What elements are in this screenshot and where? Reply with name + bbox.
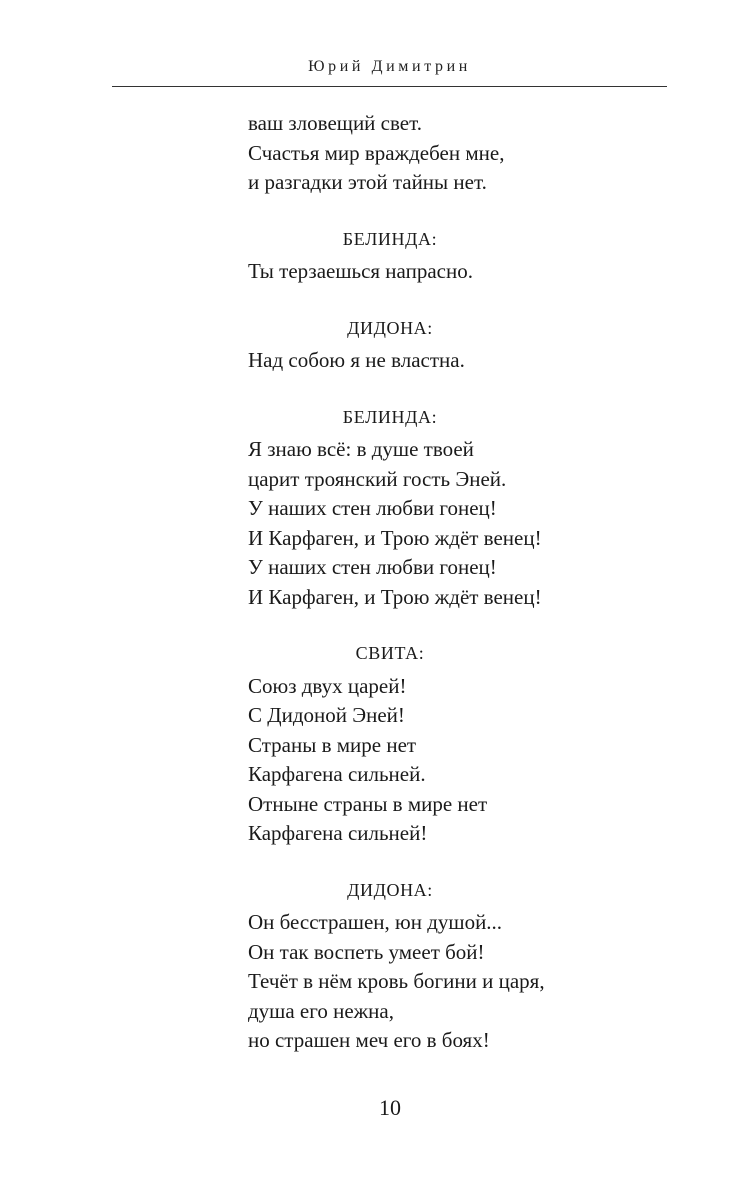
verse-line: царит троянский гость Эней. (248, 466, 507, 491)
verse-section (248, 403, 668, 613)
speaker-name: СВИТА: (355, 643, 425, 663)
verse-line: Карфагена сильней! (248, 821, 428, 845)
verse-line: С Дидоной Эней! (248, 703, 405, 727)
verse-line: У наших стен любви гонец! (248, 496, 497, 520)
verse-section (248, 109, 668, 198)
verse-line: Карфагена сильней. (248, 762, 426, 786)
verse-section (248, 225, 668, 287)
verse-line: Он бесстрашен, юн душой... (248, 910, 503, 934)
verse-line: Союз двух царей! (248, 673, 407, 698)
verse-section (248, 876, 668, 1056)
verse-section (248, 314, 668, 376)
verse-section (248, 639, 668, 849)
verse-line: ваш зловещий свет. (248, 111, 422, 135)
verse-line: но страшен меч его в боях! (248, 1028, 490, 1052)
verse-line: душа его нежна, (248, 998, 394, 1023)
verse-line: Над собою я не властна. (248, 348, 465, 372)
verse-line: и разгадки этой тайны нет. (248, 170, 487, 194)
header-rule (112, 86, 667, 87)
verse-line: Течёт в нём кровь богини и царя, (248, 969, 545, 993)
verse-line: Счастья мир враждебен мне, (248, 140, 505, 165)
verse-line: Я знаю всё: в душе твоей (248, 437, 474, 461)
verse-line: У наших стен любви гонец! (248, 555, 497, 579)
page-number: 10 (379, 1095, 401, 1120)
verse-line: И Карфаген, и Трою ждёт венец! (248, 525, 542, 550)
verse-line: Отныне страны в мире нет (248, 791, 488, 816)
verse-line: И Карфаген, и Трою ждёт венец! (248, 584, 542, 609)
libretto-text (248, 109, 668, 1056)
running-head: Юрий Димитрин (308, 58, 471, 75)
verse-line: Он так воспеть умеет бой! (248, 939, 485, 964)
verse-line: Ты терзаешься напрасно. (248, 259, 473, 283)
speaker-name: ДИДОНА: (347, 879, 433, 900)
speaker-name: БЕЛИНДА: (342, 406, 438, 427)
verse-line: Страны в мире нет (248, 732, 417, 757)
speaker-name: БЕЛИНДА: (342, 228, 438, 249)
speaker-name: ДИДОНА: (347, 317, 433, 338)
